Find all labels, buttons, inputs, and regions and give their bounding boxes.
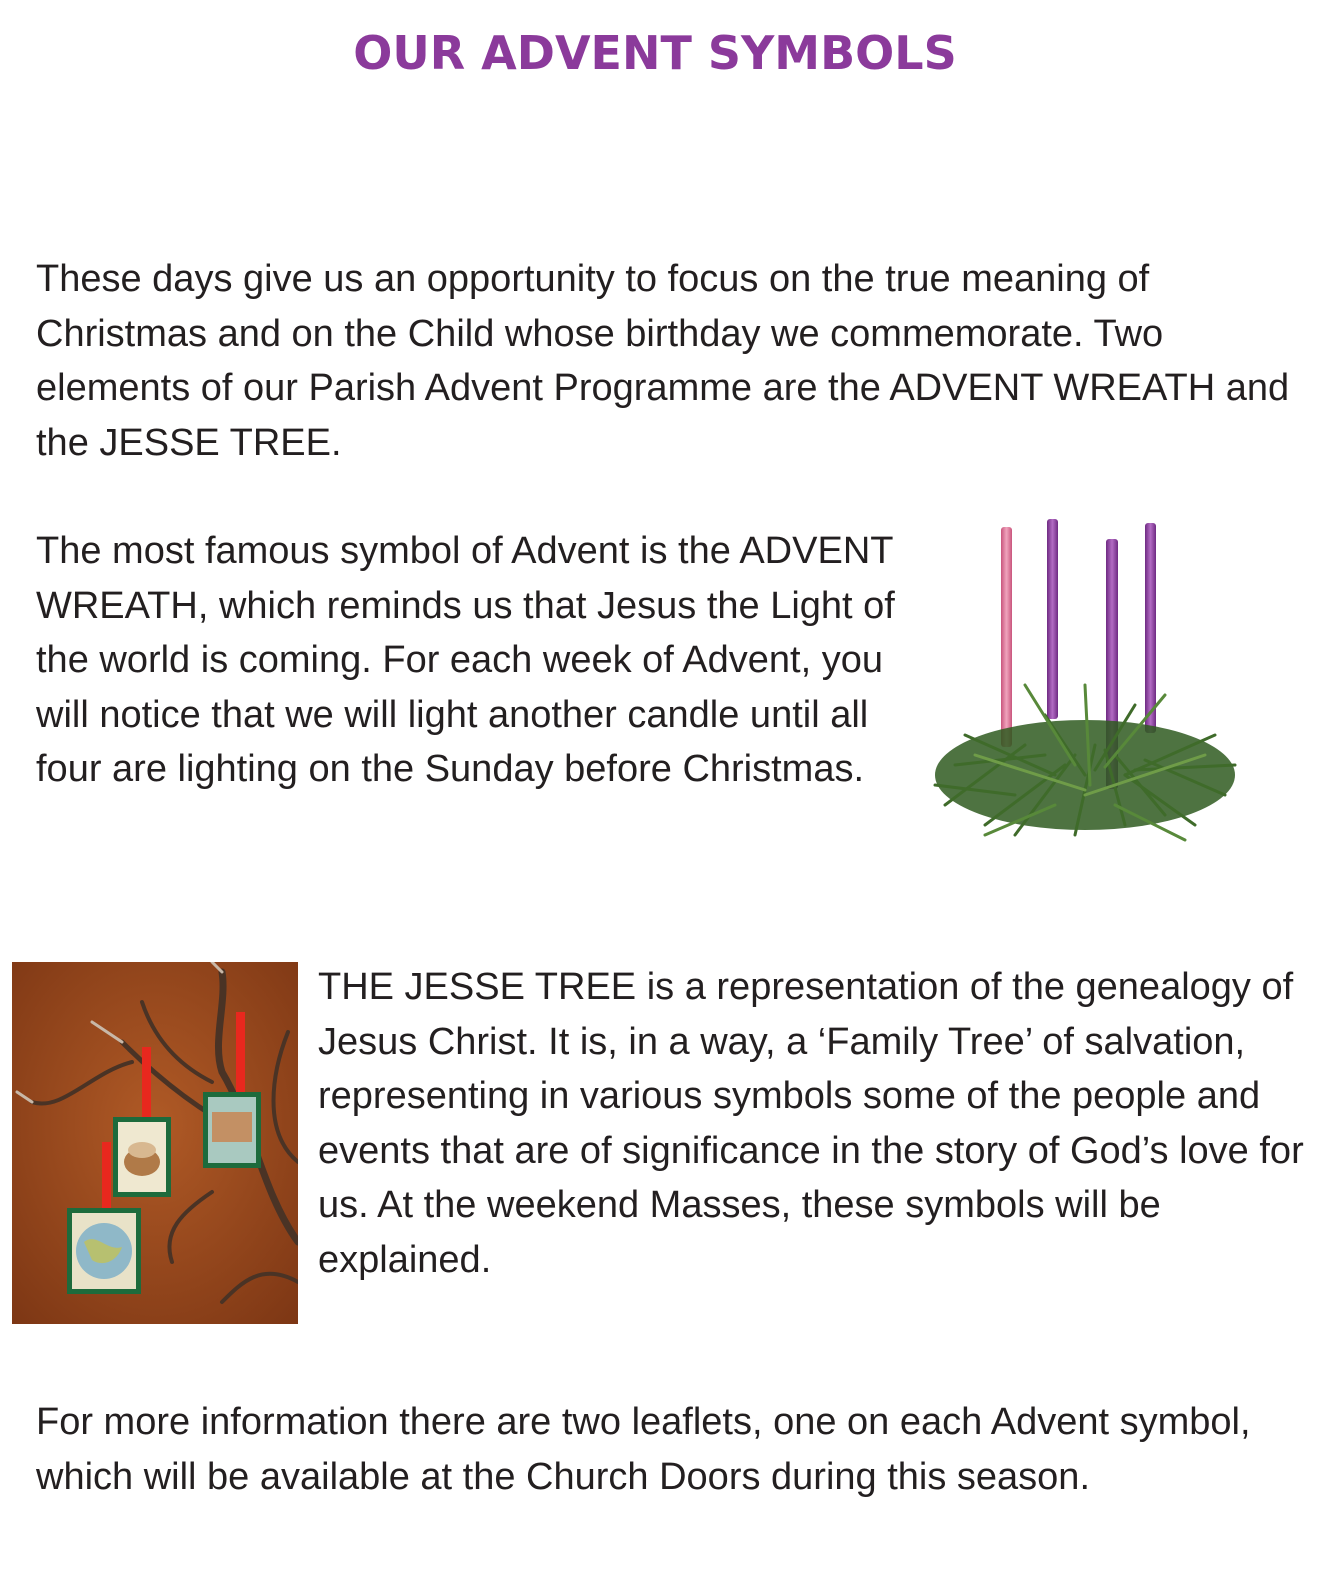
jesse-tree-image <box>12 962 298 1324</box>
intro-paragraph: These days give us an opportunity to focus on the true meaning of Christmas and on the Child whose birthday we commemorate. Two elements of our Parish Advent Programme are the ADVENT WREATH and the JESSE TREE. <box>36 258 1290 464</box>
jesse-tree-paragraph: THE JESSE TREE is a representation of the genealogy of Jesus Christ. It is, in a way, a ‘Family Tree’ of salvation, representing in various symbols some of the people and events that are of significance in the story of God’s love for us. At the weekend Masses, these symbols will be explained. <box>318 966 1304 1281</box>
ornament-3 <box>67 1208 141 1294</box>
pink-candle <box>1001 527 1012 747</box>
purple-candle-1 <box>1047 519 1058 719</box>
greenery <box>935 685 1235 840</box>
advent-wreath-image <box>925 505 1250 845</box>
purple-candle-3 <box>1145 523 1156 733</box>
ornament-2 <box>113 1117 171 1197</box>
more-information-paragraph: For more information there are two leaflets, one on each Advent symbol, which will be available at the Church Doors during this season. <box>36 1401 1251 1498</box>
page-title: OUR ADVENT SYMBOLS <box>353 26 957 80</box>
ornament-1 <box>203 1092 261 1168</box>
advent-wreath-paragraph: The most famous symbol of Advent is the ADVENT WREATH, which reminds us that Jesus the Light of the world is coming. For each week of Advent, you will notice that we will light another candle until all four are lighting on the Sunday before Christmas. <box>36 530 895 790</box>
